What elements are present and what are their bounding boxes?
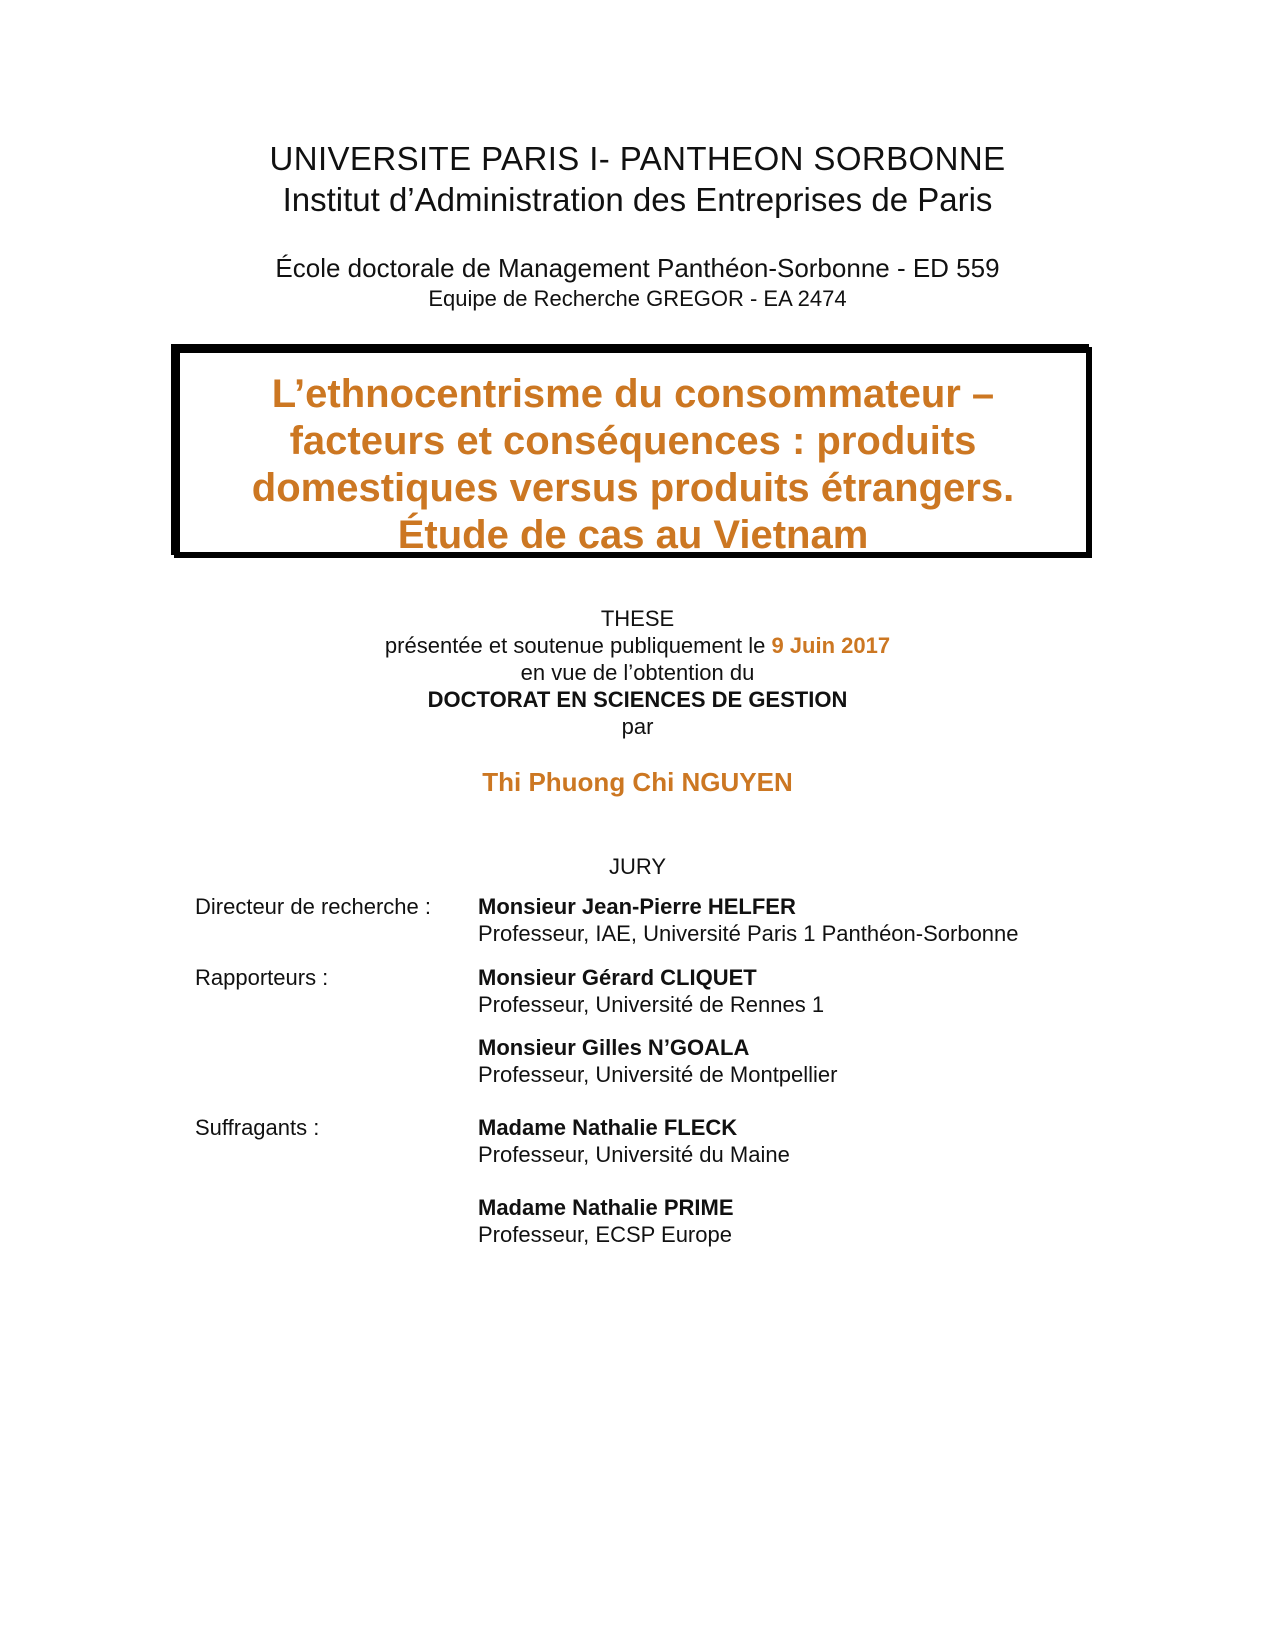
member-name: Monsieur Jean-Pierre HELFER	[478, 894, 796, 919]
university-name: UNIVERSITE PARIS I- PANTHEON SORBONNE	[269, 140, 1006, 177]
member-name: Monsieur Gérard CLIQUET	[478, 965, 757, 990]
purpose-line: en vue de l’obtention du	[520, 660, 755, 685]
thesis-title-line-1: L’ethnocentrisme du consommateur –	[271, 372, 995, 416]
member-affiliation: Professeur, Université du Maine	[478, 1142, 790, 1167]
examiners-label: Suffragants :	[195, 1115, 320, 1140]
presentation-line	[0, 632, 1275, 659]
jury-member-reviewer-2	[478, 1034, 838, 1088]
member-name: Monsieur Gilles N’GOALA	[478, 1035, 750, 1060]
by-label: par	[621, 714, 654, 739]
degree-title: DOCTORAT EN SCIENCES DE GESTION	[427, 687, 848, 712]
doctoral-school: École doctorale de Management Panthéon-Sorbonne - ED 559	[275, 253, 1000, 283]
member-affiliation: Professeur, ECSP Europe	[478, 1222, 732, 1247]
jury-member-examiner-1	[478, 1114, 790, 1168]
member-name: Madame Nathalie PRIME	[478, 1195, 734, 1220]
member-affiliation: Professeur, Université de Rennes 1	[478, 992, 825, 1017]
reviewers-label: Rapporteurs :	[195, 965, 329, 990]
thesis-label: THESE	[600, 606, 675, 631]
thesis-title-line-3: domestiques versus produits étrangers.	[251, 466, 1015, 510]
thesis-title-line-2: facteurs et conséquences : produits	[289, 419, 977, 463]
defense-date: 9 Juin 2017	[771, 633, 891, 658]
institute-name: Institut d’Administration des Entreprises de Paris	[282, 181, 993, 218]
member-affiliation: Professeur, IAE, Université Paris 1 Panthéon-Sorbonne	[478, 921, 1019, 946]
member-affiliation: Professeur, Université de Montpellier	[478, 1062, 838, 1087]
research-team: Equipe de Recherche GREGOR - EA 2474	[428, 286, 847, 311]
thesis-title-line-4: Étude de cas au Vietnam	[397, 513, 869, 557]
author-name: Thi Phuong Chi NGUYEN	[482, 767, 793, 797]
presentation-prefix: présentée et soutenue publiquement le	[384, 633, 772, 658]
member-name: Madame Nathalie FLECK	[478, 1115, 738, 1140]
jury-heading: JURY	[608, 854, 667, 879]
thesis-title-box	[174, 347, 1092, 558]
jury-member-examiner-2	[478, 1194, 734, 1248]
director-label: Directeur de recherche :	[195, 894, 431, 919]
jury-member-director	[478, 893, 1019, 947]
jury-member-reviewer-1	[478, 964, 824, 1018]
